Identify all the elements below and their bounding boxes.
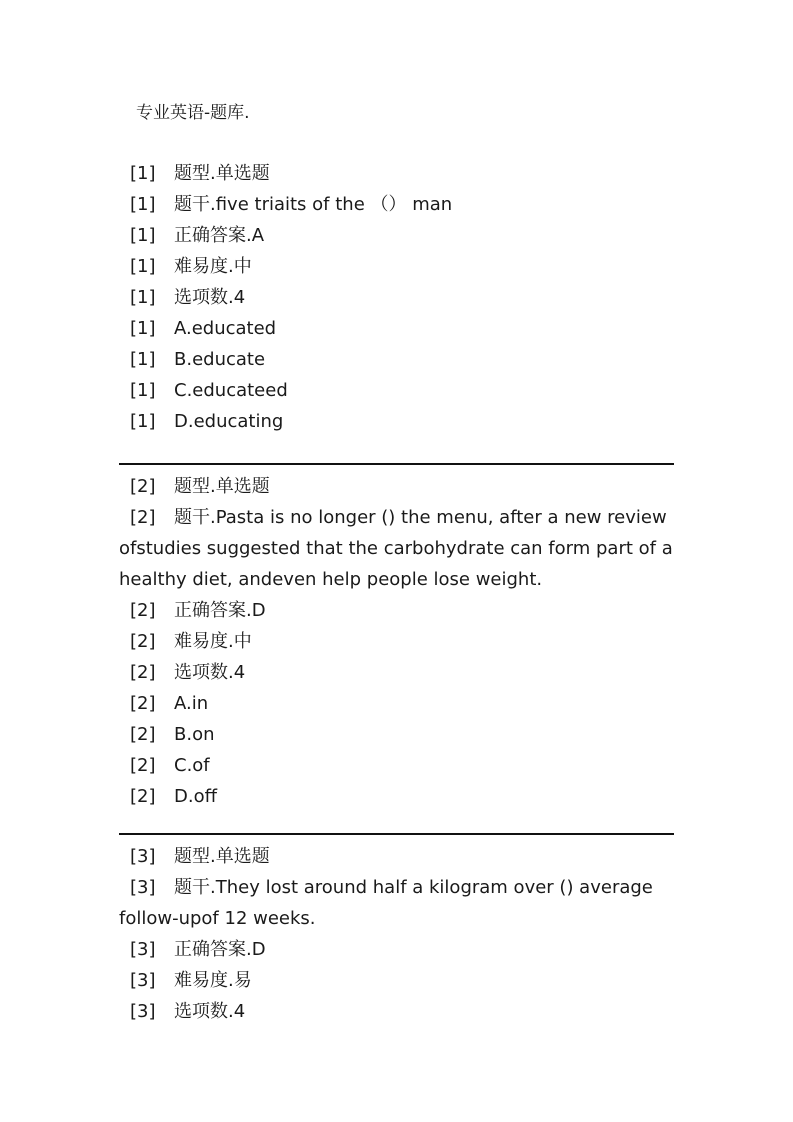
- question-number: [2]: [130, 693, 156, 714]
- question-stem-line: [119, 502, 675, 533]
- question-stem-cont: healthy diet, andeven help people lose weight.: [119, 569, 543, 590]
- question-block-2: [119, 463, 675, 812]
- question-option-line: [119, 781, 675, 812]
- question-stem: 题干.five triaits of the （） man: [174, 194, 453, 215]
- question-divider: [119, 463, 674, 465]
- question-number: [2]: [130, 507, 156, 528]
- question-option-count-line: [119, 657, 675, 688]
- question-option-line: [119, 375, 675, 406]
- question-number: [3]: [130, 1001, 156, 1022]
- question-option-count-line: [119, 282, 675, 313]
- question-type-line: [119, 471, 675, 502]
- question-block-3: [119, 833, 675, 1027]
- option-d: D.educating: [174, 411, 284, 432]
- correct-answer: 正确答案.D: [174, 939, 266, 960]
- option-count: 选项数.4: [174, 662, 246, 683]
- question-number: [1]: [130, 318, 156, 339]
- question-type: 题型.单选题: [174, 163, 270, 184]
- question-type-line: [119, 158, 675, 189]
- option-a: A.educated: [174, 318, 277, 339]
- option-c: C.educateed: [174, 380, 288, 401]
- question-difficulty-line: [119, 251, 675, 282]
- question-divider: [119, 833, 674, 835]
- question-option-line: [119, 406, 675, 437]
- question-number: [3]: [130, 939, 156, 960]
- question-option-line: [119, 719, 675, 750]
- question-stem-line: [119, 189, 675, 220]
- question-number: [2]: [130, 786, 156, 807]
- question-difficulty-line: [119, 626, 675, 657]
- question-option-line: [119, 313, 675, 344]
- question-answer-line: [119, 220, 675, 251]
- question-number: [1]: [130, 256, 156, 277]
- question-stem-cont: ofstudies suggested that the carbohydrate can form part of a: [119, 538, 673, 559]
- question-option-line: [119, 688, 675, 719]
- question-number: [2]: [130, 600, 156, 621]
- question-number: [2]: [130, 631, 156, 652]
- question-number: [3]: [130, 877, 156, 898]
- option-count: 选项数.4: [174, 287, 246, 308]
- question-number: [2]: [130, 724, 156, 745]
- correct-answer: 正确答案.A: [174, 225, 265, 246]
- question-number: [3]: [130, 846, 156, 867]
- question-answer-line: [119, 934, 675, 965]
- question-number: [1]: [130, 411, 156, 432]
- question-number: [2]: [130, 476, 156, 497]
- question-stem-continuation: [119, 564, 675, 595]
- question-stem-continuation: [119, 903, 675, 934]
- question-block-1: [119, 158, 675, 437]
- question-option-count-line: [119, 996, 675, 1027]
- question-number: [1]: [130, 194, 156, 215]
- question-type: 题型.单选题: [174, 476, 270, 497]
- question-stem-cont: follow-upof 12 weeks.: [119, 908, 316, 929]
- question-stem: 题干.They lost around half a kilogram over () average: [174, 877, 653, 898]
- question-number: [1]: [130, 349, 156, 370]
- question-stem-continuation: [119, 533, 675, 564]
- question-number: [3]: [130, 970, 156, 991]
- question-option-line: [119, 344, 675, 375]
- difficulty: 难易度.中: [174, 256, 252, 277]
- question-number: [1]: [130, 380, 156, 401]
- question-stem-line: [119, 872, 675, 903]
- option-b: B.on: [174, 724, 215, 745]
- question-type: 题型.单选题: [174, 846, 270, 867]
- question-number: [1]: [130, 163, 156, 184]
- question-number: [2]: [130, 755, 156, 776]
- question-difficulty-line: [119, 965, 675, 996]
- question-number: [1]: [130, 225, 156, 246]
- option-a: A.in: [174, 693, 209, 714]
- question-answer-line: [119, 595, 675, 626]
- difficulty: 难易度.中: [174, 631, 252, 652]
- difficulty: 难易度.易: [174, 970, 252, 991]
- option-d: D.off: [174, 786, 217, 807]
- option-b: B.educate: [174, 349, 266, 370]
- question-stem: 题干.Pasta is no longer () the menu, after a new review: [174, 507, 667, 528]
- correct-answer: 正确答案.D: [174, 600, 266, 621]
- option-c: C.of: [174, 755, 210, 776]
- question-type-line: [119, 841, 675, 872]
- question-number: [1]: [130, 287, 156, 308]
- question-number: [2]: [130, 662, 156, 683]
- option-count: 选项数.4: [174, 1001, 246, 1022]
- document-title: 专业英语-题库.: [136, 103, 250, 123]
- question-option-line: [119, 750, 675, 781]
